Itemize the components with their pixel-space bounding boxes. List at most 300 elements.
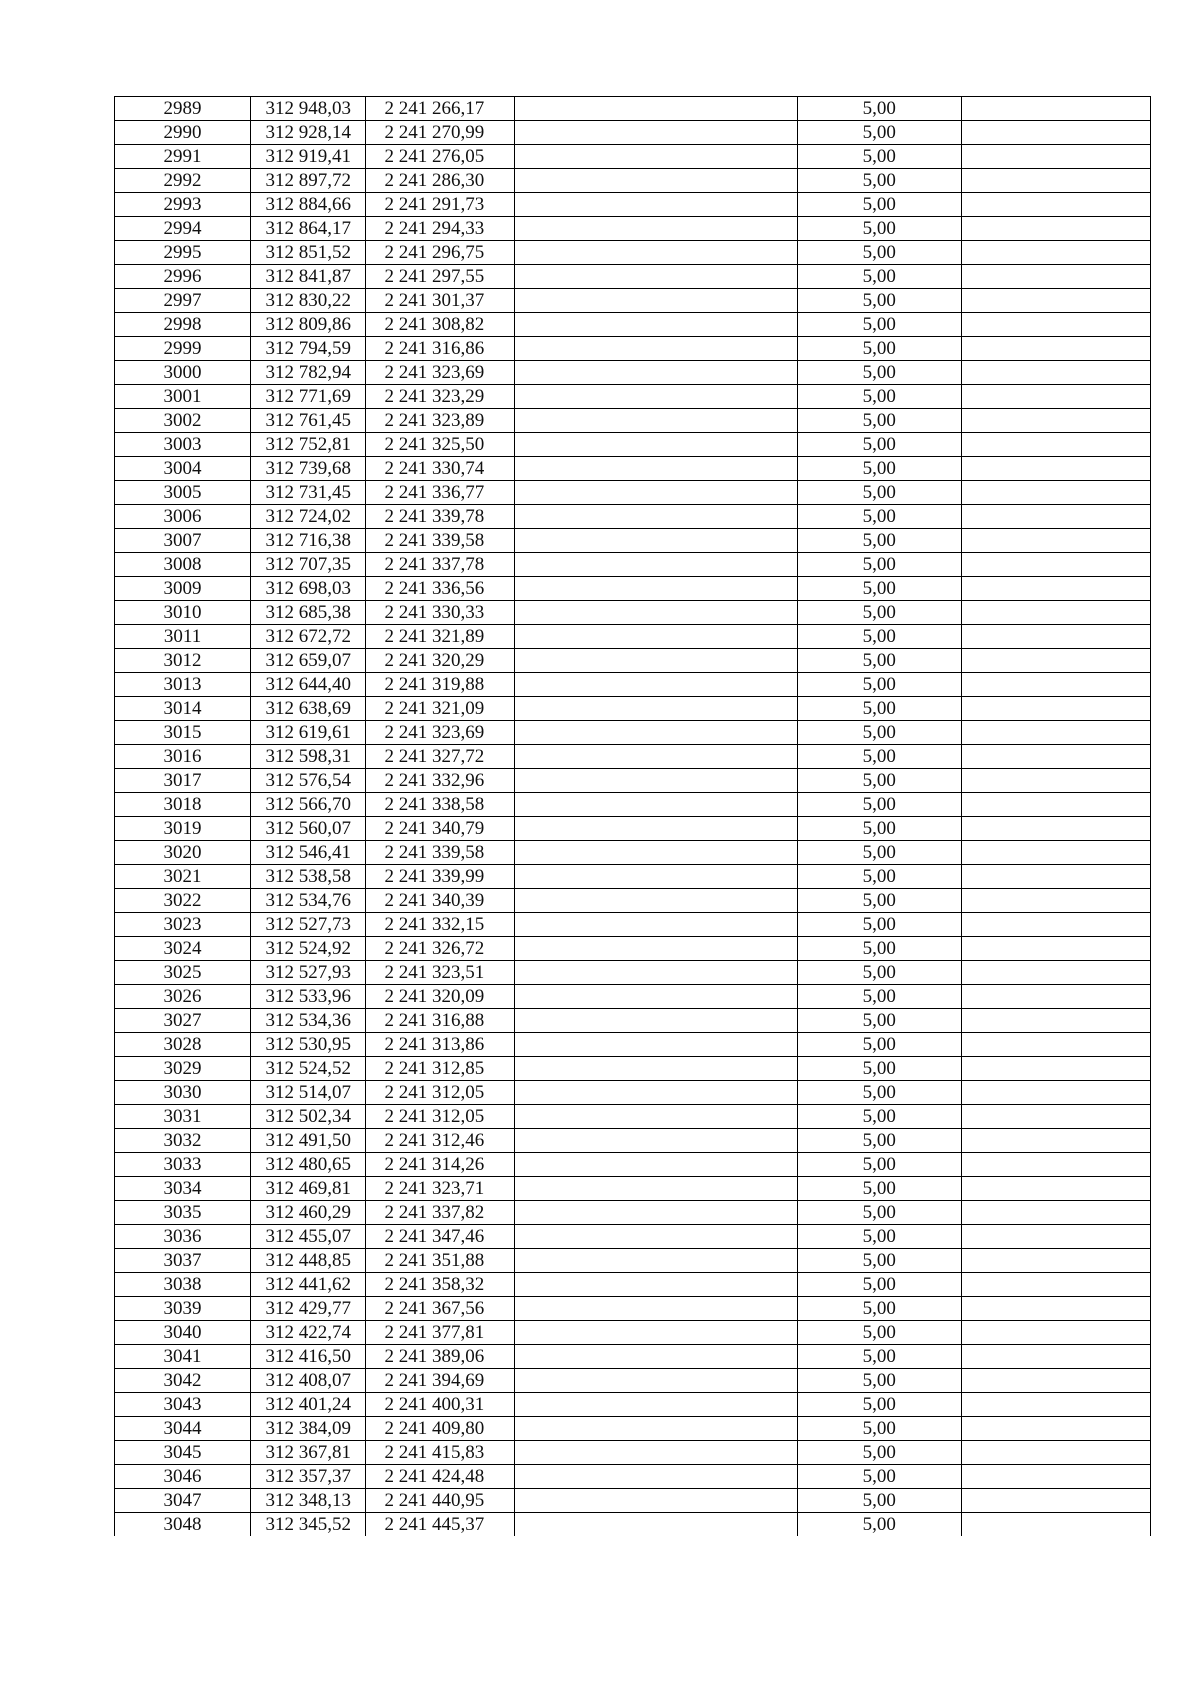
- empty-cell: [961, 961, 1150, 985]
- empty-cell: [515, 625, 798, 649]
- x-coordinate-cell: 312 948,03: [251, 97, 366, 121]
- x-coordinate-cell: 312 524,92: [251, 937, 366, 961]
- empty-cell: [515, 1081, 798, 1105]
- point-number-cell: 3036: [115, 1225, 251, 1249]
- point-number-cell: 2998: [115, 313, 251, 337]
- x-coordinate-cell: 312 527,93: [251, 961, 366, 985]
- table-row: [115, 385, 1151, 409]
- table-row: [115, 217, 1151, 241]
- table-row: [115, 553, 1151, 577]
- value-cell: 5,00: [797, 241, 961, 265]
- empty-cell: [515, 265, 798, 289]
- empty-cell: [515, 1033, 798, 1057]
- empty-cell: [961, 697, 1150, 721]
- point-number-cell: 3047: [115, 1489, 251, 1513]
- value-cell: 5,00: [797, 409, 961, 433]
- table-row: [115, 1345, 1151, 1369]
- coordinates-table: [114, 96, 1151, 1536]
- point-number-cell: 3037: [115, 1249, 251, 1273]
- x-coordinate-cell: 312 761,45: [251, 409, 366, 433]
- point-number-cell: 3042: [115, 1369, 251, 1393]
- table-row: [115, 361, 1151, 385]
- table-row: [115, 1057, 1151, 1081]
- empty-cell: [515, 409, 798, 433]
- empty-cell: [515, 1249, 798, 1273]
- value-cell: 5,00: [797, 841, 961, 865]
- empty-cell: [961, 1273, 1150, 1297]
- empty-cell: [961, 1321, 1150, 1345]
- value-cell: 5,00: [797, 313, 961, 337]
- table-row: [115, 1249, 1151, 1273]
- empty-cell: [961, 457, 1150, 481]
- x-coordinate-cell: 312 731,45: [251, 481, 366, 505]
- empty-cell: [515, 505, 798, 529]
- table-row: [115, 241, 1151, 265]
- empty-cell: [515, 337, 798, 361]
- empty-cell: [961, 1081, 1150, 1105]
- point-number-cell: 2993: [115, 193, 251, 217]
- y-coordinate-cell: 2 241 321,09: [366, 697, 515, 721]
- empty-cell: [961, 1393, 1150, 1417]
- value-cell: 5,00: [797, 457, 961, 481]
- empty-cell: [515, 1369, 798, 1393]
- table-row: [115, 1081, 1151, 1105]
- y-coordinate-cell: 2 241 340,79: [366, 817, 515, 841]
- empty-cell: [515, 145, 798, 169]
- empty-cell: [961, 1489, 1150, 1513]
- value-cell: 5,00: [797, 769, 961, 793]
- empty-cell: [515, 649, 798, 673]
- point-number-cell: 3018: [115, 793, 251, 817]
- empty-cell: [515, 769, 798, 793]
- y-coordinate-cell: 2 241 415,83: [366, 1441, 515, 1465]
- point-number-cell: 2990: [115, 121, 251, 145]
- x-coordinate-cell: 312 429,77: [251, 1297, 366, 1321]
- table-row: [115, 985, 1151, 1009]
- x-coordinate-cell: 312 514,07: [251, 1081, 366, 1105]
- value-cell: 5,00: [797, 1105, 961, 1129]
- empty-cell: [961, 505, 1150, 529]
- value-cell: 5,00: [797, 529, 961, 553]
- y-coordinate-cell: 2 241 332,96: [366, 769, 515, 793]
- table-row: [115, 1297, 1151, 1321]
- value-cell: 5,00: [797, 1513, 961, 1537]
- point-number-cell: 3019: [115, 817, 251, 841]
- y-coordinate-cell: 2 241 301,37: [366, 289, 515, 313]
- empty-cell: [515, 1105, 798, 1129]
- point-number-cell: 3003: [115, 433, 251, 457]
- empty-cell: [961, 217, 1150, 241]
- table-row: [115, 145, 1151, 169]
- point-number-cell: 3002: [115, 409, 251, 433]
- y-coordinate-cell: 2 241 313,86: [366, 1033, 515, 1057]
- empty-cell: [961, 577, 1150, 601]
- empty-cell: [515, 721, 798, 745]
- y-coordinate-cell: 2 241 312,05: [366, 1081, 515, 1105]
- y-coordinate-cell: 2 241 377,81: [366, 1321, 515, 1345]
- empty-cell: [515, 193, 798, 217]
- y-coordinate-cell: 2 241 325,50: [366, 433, 515, 457]
- x-coordinate-cell: 312 460,29: [251, 1201, 366, 1225]
- empty-cell: [515, 1345, 798, 1369]
- table-row: [115, 1105, 1151, 1129]
- table-row: [115, 265, 1151, 289]
- point-number-cell: 3040: [115, 1321, 251, 1345]
- empty-cell: [515, 1441, 798, 1465]
- value-cell: 5,00: [797, 97, 961, 121]
- x-coordinate-cell: 312 864,17: [251, 217, 366, 241]
- point-number-cell: 3011: [115, 625, 251, 649]
- x-coordinate-cell: 312 782,94: [251, 361, 366, 385]
- empty-cell: [515, 937, 798, 961]
- value-cell: 5,00: [797, 721, 961, 745]
- x-coordinate-cell: 312 928,14: [251, 121, 366, 145]
- y-coordinate-cell: 2 241 351,88: [366, 1249, 515, 1273]
- x-coordinate-cell: 312 659,07: [251, 649, 366, 673]
- point-number-cell: 3007: [115, 529, 251, 553]
- x-coordinate-cell: 312 685,38: [251, 601, 366, 625]
- table-row: [115, 1201, 1151, 1225]
- point-number-cell: 3006: [115, 505, 251, 529]
- x-coordinate-cell: 312 546,41: [251, 841, 366, 865]
- point-number-cell: 3046: [115, 1465, 251, 1489]
- point-number-cell: 3025: [115, 961, 251, 985]
- y-coordinate-cell: 2 241 389,06: [366, 1345, 515, 1369]
- y-coordinate-cell: 2 241 339,58: [366, 841, 515, 865]
- y-coordinate-cell: 2 241 270,99: [366, 121, 515, 145]
- value-cell: 5,00: [797, 817, 961, 841]
- y-coordinate-cell: 2 241 400,31: [366, 1393, 515, 1417]
- point-number-cell: 3009: [115, 577, 251, 601]
- x-coordinate-cell: 312 384,09: [251, 1417, 366, 1441]
- point-number-cell: 3026: [115, 985, 251, 1009]
- y-coordinate-cell: 2 241 358,32: [366, 1273, 515, 1297]
- table-row: [115, 1489, 1151, 1513]
- point-number-cell: 3021: [115, 865, 251, 889]
- empty-cell: [515, 889, 798, 913]
- value-cell: 5,00: [797, 505, 961, 529]
- empty-cell: [961, 769, 1150, 793]
- empty-cell: [961, 433, 1150, 457]
- x-coordinate-cell: 312 416,50: [251, 1345, 366, 1369]
- empty-cell: [515, 673, 798, 697]
- y-coordinate-cell: 2 241 312,85: [366, 1057, 515, 1081]
- x-coordinate-cell: 312 698,03: [251, 577, 366, 601]
- x-coordinate-cell: 312 716,38: [251, 529, 366, 553]
- y-coordinate-cell: 2 241 338,58: [366, 793, 515, 817]
- x-coordinate-cell: 312 752,81: [251, 433, 366, 457]
- empty-cell: [961, 1201, 1150, 1225]
- value-cell: 5,00: [797, 865, 961, 889]
- empty-cell: [961, 313, 1150, 337]
- x-coordinate-cell: 312 851,52: [251, 241, 366, 265]
- table-row: [115, 961, 1151, 985]
- table-row: [115, 1009, 1151, 1033]
- empty-cell: [961, 409, 1150, 433]
- table-row: [115, 937, 1151, 961]
- empty-cell: [961, 841, 1150, 865]
- y-coordinate-cell: 2 241 440,95: [366, 1489, 515, 1513]
- value-cell: 5,00: [797, 361, 961, 385]
- value-cell: 5,00: [797, 265, 961, 289]
- empty-cell: [515, 601, 798, 625]
- point-number-cell: 2995: [115, 241, 251, 265]
- value-cell: 5,00: [797, 145, 961, 169]
- point-number-cell: 3043: [115, 1393, 251, 1417]
- value-cell: 5,00: [797, 217, 961, 241]
- y-coordinate-cell: 2 241 308,82: [366, 313, 515, 337]
- y-coordinate-cell: 2 241 323,69: [366, 721, 515, 745]
- empty-cell: [961, 1513, 1150, 1537]
- table-row: [115, 625, 1151, 649]
- point-number-cell: 3001: [115, 385, 251, 409]
- empty-cell: [961, 1465, 1150, 1489]
- value-cell: 5,00: [797, 793, 961, 817]
- empty-cell: [961, 1225, 1150, 1249]
- y-coordinate-cell: 2 241 323,71: [366, 1177, 515, 1201]
- value-cell: 5,00: [797, 625, 961, 649]
- empty-cell: [961, 1057, 1150, 1081]
- value-cell: 5,00: [797, 673, 961, 697]
- point-number-cell: 3022: [115, 889, 251, 913]
- value-cell: 5,00: [797, 1057, 961, 1081]
- empty-cell: [961, 1369, 1150, 1393]
- empty-cell: [515, 1129, 798, 1153]
- value-cell: 5,00: [797, 1489, 961, 1513]
- value-cell: 5,00: [797, 913, 961, 937]
- table-row: [115, 337, 1151, 361]
- x-coordinate-cell: 312 534,76: [251, 889, 366, 913]
- x-coordinate-cell: 312 448,85: [251, 1249, 366, 1273]
- point-number-cell: 2992: [115, 169, 251, 193]
- empty-cell: [515, 577, 798, 601]
- y-coordinate-cell: 2 241 336,77: [366, 481, 515, 505]
- table-row: [115, 289, 1151, 313]
- x-coordinate-cell: 312 576,54: [251, 769, 366, 793]
- value-cell: 5,00: [797, 1081, 961, 1105]
- x-coordinate-cell: 312 401,24: [251, 1393, 366, 1417]
- value-cell: 5,00: [797, 121, 961, 145]
- table-row: [115, 1033, 1151, 1057]
- x-coordinate-cell: 312 534,36: [251, 1009, 366, 1033]
- y-coordinate-cell: 2 241 332,15: [366, 913, 515, 937]
- y-coordinate-cell: 2 241 394,69: [366, 1369, 515, 1393]
- empty-cell: [515, 553, 798, 577]
- y-coordinate-cell: 2 241 424,48: [366, 1465, 515, 1489]
- empty-cell: [961, 97, 1150, 121]
- x-coordinate-cell: 312 530,95: [251, 1033, 366, 1057]
- y-coordinate-cell: 2 241 445,37: [366, 1513, 515, 1537]
- x-coordinate-cell: 312 794,59: [251, 337, 366, 361]
- empty-cell: [961, 193, 1150, 217]
- table-row: [115, 1369, 1151, 1393]
- value-cell: 5,00: [797, 649, 961, 673]
- y-coordinate-cell: 2 241 337,82: [366, 1201, 515, 1225]
- y-coordinate-cell: 2 241 326,72: [366, 937, 515, 961]
- table-row: [115, 889, 1151, 913]
- empty-cell: [515, 697, 798, 721]
- x-coordinate-cell: 312 348,13: [251, 1489, 366, 1513]
- empty-cell: [515, 841, 798, 865]
- x-coordinate-cell: 312 566,70: [251, 793, 366, 817]
- value-cell: 5,00: [797, 1393, 961, 1417]
- empty-cell: [961, 1129, 1150, 1153]
- empty-cell: [515, 745, 798, 769]
- y-coordinate-cell: 2 241 294,33: [366, 217, 515, 241]
- empty-cell: [515, 1177, 798, 1201]
- x-coordinate-cell: 312 707,35: [251, 553, 366, 577]
- table-row: [115, 697, 1151, 721]
- empty-cell: [961, 937, 1150, 961]
- point-number-cell: 3041: [115, 1345, 251, 1369]
- table-row: [115, 1129, 1151, 1153]
- x-coordinate-cell: 312 345,52: [251, 1513, 366, 1537]
- y-coordinate-cell: 2 241 323,69: [366, 361, 515, 385]
- point-number-cell: 3012: [115, 649, 251, 673]
- x-coordinate-cell: 312 672,72: [251, 625, 366, 649]
- point-number-cell: 3023: [115, 913, 251, 937]
- y-coordinate-cell: 2 241 291,73: [366, 193, 515, 217]
- x-coordinate-cell: 312 527,73: [251, 913, 366, 937]
- x-coordinate-cell: 312 739,68: [251, 457, 366, 481]
- empty-cell: [961, 1441, 1150, 1465]
- y-coordinate-cell: 2 241 339,78: [366, 505, 515, 529]
- y-coordinate-cell: 2 241 330,74: [366, 457, 515, 481]
- y-coordinate-cell: 2 241 347,46: [366, 1225, 515, 1249]
- y-coordinate-cell: 2 241 323,89: [366, 409, 515, 433]
- empty-cell: [961, 865, 1150, 889]
- point-number-cell: 3033: [115, 1153, 251, 1177]
- x-coordinate-cell: 312 884,66: [251, 193, 366, 217]
- point-number-cell: 2989: [115, 97, 251, 121]
- empty-cell: [515, 1465, 798, 1489]
- x-coordinate-cell: 312 724,02: [251, 505, 366, 529]
- empty-cell: [961, 265, 1150, 289]
- empty-cell: [515, 1489, 798, 1513]
- y-coordinate-cell: 2 241 321,89: [366, 625, 515, 649]
- coordinates-table-body: [115, 97, 1151, 1537]
- table-row: [115, 1177, 1151, 1201]
- table-row: [115, 169, 1151, 193]
- x-coordinate-cell: 312 619,61: [251, 721, 366, 745]
- x-coordinate-cell: 312 422,74: [251, 1321, 366, 1345]
- point-number-cell: 3048: [115, 1513, 251, 1537]
- x-coordinate-cell: 312 480,65: [251, 1153, 366, 1177]
- y-coordinate-cell: 2 241 297,55: [366, 265, 515, 289]
- value-cell: 5,00: [797, 1033, 961, 1057]
- empty-cell: [515, 433, 798, 457]
- y-coordinate-cell: 2 241 339,58: [366, 529, 515, 553]
- empty-cell: [961, 913, 1150, 937]
- value-cell: 5,00: [797, 697, 961, 721]
- value-cell: 5,00: [797, 289, 961, 313]
- y-coordinate-cell: 2 241 409,80: [366, 1417, 515, 1441]
- empty-cell: [961, 385, 1150, 409]
- table-row: [115, 433, 1151, 457]
- point-number-cell: 2994: [115, 217, 251, 241]
- table-row: [115, 505, 1151, 529]
- table-row: [115, 1153, 1151, 1177]
- point-number-cell: 3010: [115, 601, 251, 625]
- empty-cell: [515, 217, 798, 241]
- table-row: [115, 745, 1151, 769]
- y-coordinate-cell: 2 241 296,75: [366, 241, 515, 265]
- empty-cell: [961, 745, 1150, 769]
- point-number-cell: 3015: [115, 721, 251, 745]
- point-number-cell: 2997: [115, 289, 251, 313]
- table-row: [115, 1465, 1151, 1489]
- value-cell: 5,00: [797, 385, 961, 409]
- y-coordinate-cell: 2 241 316,86: [366, 337, 515, 361]
- empty-cell: [961, 169, 1150, 193]
- x-coordinate-cell: 312 919,41: [251, 145, 366, 169]
- x-coordinate-cell: 312 560,07: [251, 817, 366, 841]
- table-row: [115, 1441, 1151, 1465]
- table-row: [115, 649, 1151, 673]
- value-cell: 5,00: [797, 1009, 961, 1033]
- empty-cell: [515, 1393, 798, 1417]
- empty-cell: [961, 553, 1150, 577]
- point-number-cell: 3013: [115, 673, 251, 697]
- empty-cell: [961, 337, 1150, 361]
- y-coordinate-cell: 2 241 323,29: [366, 385, 515, 409]
- empty-cell: [961, 361, 1150, 385]
- empty-cell: [961, 1105, 1150, 1129]
- point-number-cell: 3028: [115, 1033, 251, 1057]
- x-coordinate-cell: 312 441,62: [251, 1273, 366, 1297]
- empty-cell: [515, 313, 798, 337]
- value-cell: 5,00: [797, 1225, 961, 1249]
- empty-cell: [515, 169, 798, 193]
- x-coordinate-cell: 312 408,07: [251, 1369, 366, 1393]
- empty-cell: [515, 241, 798, 265]
- x-coordinate-cell: 312 538,58: [251, 865, 366, 889]
- empty-cell: [961, 721, 1150, 745]
- table-row: [115, 913, 1151, 937]
- empty-cell: [961, 529, 1150, 553]
- empty-cell: [515, 361, 798, 385]
- empty-cell: [961, 121, 1150, 145]
- table-row: [115, 1273, 1151, 1297]
- empty-cell: [961, 1009, 1150, 1033]
- table-row: [115, 313, 1151, 337]
- empty-cell: [961, 289, 1150, 313]
- value-cell: 5,00: [797, 961, 961, 985]
- value-cell: 5,00: [797, 337, 961, 361]
- empty-cell: [515, 961, 798, 985]
- empty-cell: [515, 529, 798, 553]
- empty-cell: [961, 673, 1150, 697]
- x-coordinate-cell: 312 830,22: [251, 289, 366, 313]
- x-coordinate-cell: 312 644,40: [251, 673, 366, 697]
- point-number-cell: 3020: [115, 841, 251, 865]
- empty-cell: [515, 865, 798, 889]
- table-row: [115, 409, 1151, 433]
- empty-cell: [961, 1249, 1150, 1273]
- y-coordinate-cell: 2 241 312,05: [366, 1105, 515, 1129]
- value-cell: 5,00: [797, 1321, 961, 1345]
- y-coordinate-cell: 2 241 316,88: [366, 1009, 515, 1033]
- value-cell: 5,00: [797, 1345, 961, 1369]
- y-coordinate-cell: 2 241 320,29: [366, 649, 515, 673]
- empty-cell: [961, 649, 1150, 673]
- point-number-cell: 3017: [115, 769, 251, 793]
- value-cell: 5,00: [797, 1177, 961, 1201]
- point-number-cell: 2999: [115, 337, 251, 361]
- x-coordinate-cell: 312 367,81: [251, 1441, 366, 1465]
- table-row: [115, 121, 1151, 145]
- value-cell: 5,00: [797, 577, 961, 601]
